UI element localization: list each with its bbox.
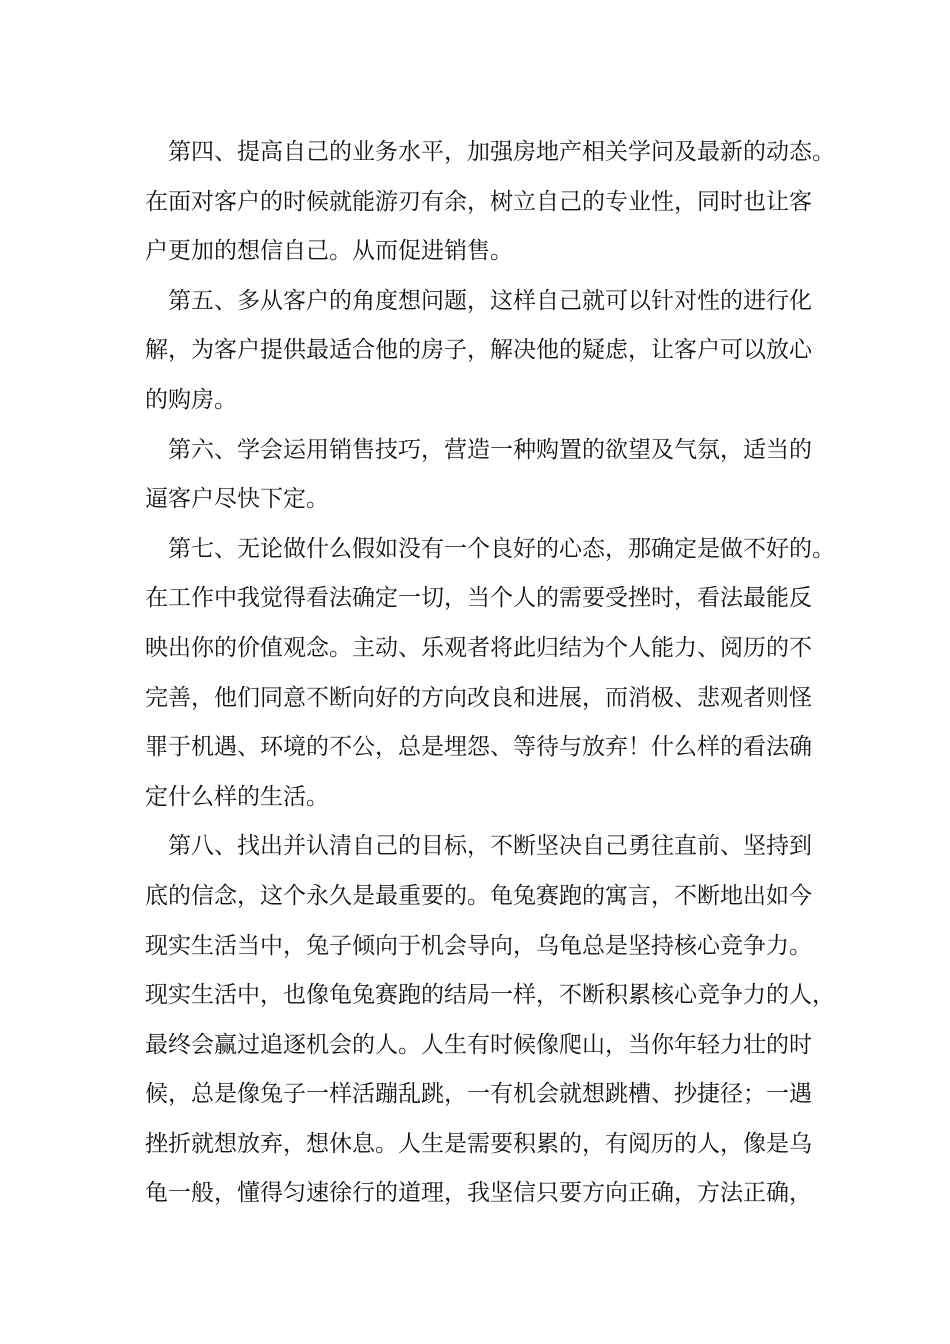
paragraph-8-line-5: 最终会赢过追逐机会的人。人生有时候像爬山，当你年轻力壮的时 — [145, 1031, 812, 1058]
paragraph-8-line-7: 挫折就想放弃，想休息。人生是需要积累的，有阅历的人，像是乌 — [145, 1130, 812, 1157]
paragraph-8-line-4: 现实生活中，也像龟兔赛跑的结局一样，不断积累核心竞争力的人， — [145, 982, 835, 1009]
paragraph-5-line-2: 解，为客户提供最适合他的房子，解决他的疑虑，让客户可以放心 — [145, 337, 812, 364]
paragraph-6-line-2: 逼客户尽快下定。 — [145, 486, 329, 513]
paragraph-4-line-2: 在面对客户的时候就能游刃有余，树立自己的专业性，同时也让客 — [145, 188, 812, 215]
paragraph-4-line-3: 户更加的想信自己。从而促进销售。 — [145, 238, 513, 265]
paragraph-7-line-1: 第七、无论做什么假如没有一个良好的心态，那确定是做不好的。 — [168, 535, 835, 562]
paragraph-8-line-3: 现实生活当中，兔子倾向于机会导向，乌龟总是坚持核心竞争力。 — [145, 932, 812, 959]
paragraph-7-line-3: 映出你的价值观念。主动、乐观者将此归结为个人能力、阅历的不 — [145, 634, 812, 661]
paragraph-8-line-6: 候，总是像兔子一样活蹦乱跳，一有机会就想跳槽、抄捷径；一遇 — [145, 1081, 812, 1108]
paragraph-7-line-6: 定什么样的生活。 — [145, 783, 329, 810]
paragraph-7-line-2: 在工作中我觉得看法确定一切，当个人的需要受挫时，看法最能反 — [145, 585, 812, 612]
paragraph-6-line-1: 第六、学会运用销售技巧，营造一种购置的欲望及气氛，适当的 — [168, 436, 812, 463]
paragraph-8-line-1: 第八、找出并认清自己的目标，不断坚决自己勇往直前、坚持到 — [168, 833, 812, 860]
paragraph-4-line-1: 第四、提高自己的业务水平，加强房地产相关学问及最新的动态。 — [168, 139, 835, 165]
document-body — [145, 128, 835, 1219]
paragraph-8-line-8: 龟一般，懂得匀速徐行的道理，我坚信只要方向正确，方法正确， — [145, 1180, 812, 1207]
paragraph-5-line-1: 第五、多从客户的角度想问题，这样自己就可以针对性的进行化 — [168, 287, 812, 314]
paragraph-5-line-3: 的购房。 — [145, 386, 237, 413]
paragraph-7-line-5: 罪于机遇、环境的不公，总是埋怨、等待与放弃！什么样的看法确 — [145, 734, 812, 761]
paragraph-7-line-4: 完善，他们同意不断向好的方向改良和进展，而消极、悲观者则怪 — [145, 684, 812, 711]
paragraph-8-line-2: 底的信念，这个永久是最重要的。龟兔赛跑的寓言，不断地出如今 — [145, 882, 812, 909]
